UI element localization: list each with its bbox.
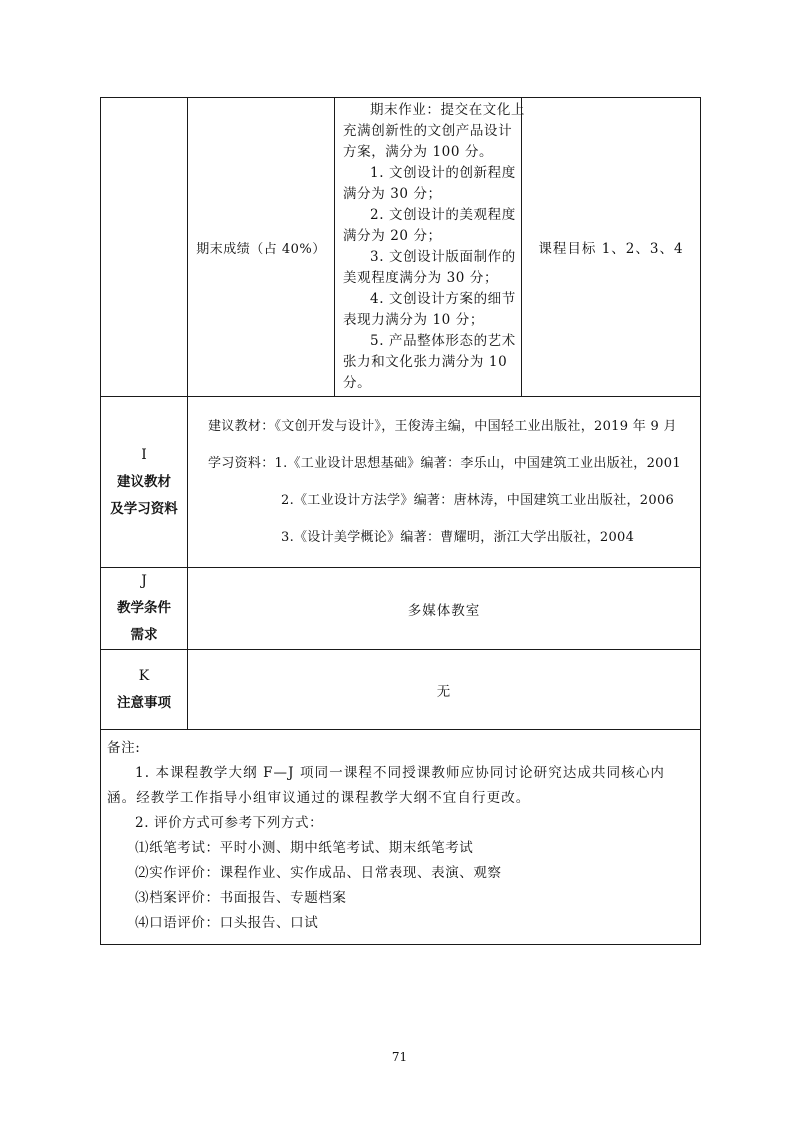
- reference-line: 3.《设计美学概论》编著：曹耀明，浙江大学出版社，2004: [281, 530, 635, 545]
- materials-row: [101, 397, 701, 568]
- desc-line: 满分为 20 分；: [343, 228, 442, 244]
- final-assignment-description: [335, 98, 526, 397]
- section-letter: I: [141, 446, 147, 463]
- section-letter: K: [138, 667, 150, 684]
- materials-label: [101, 397, 188, 568]
- materials-content: [188, 397, 701, 568]
- remark-subitem: ⑷口语评价：口头报告、口试: [135, 915, 319, 931]
- section-letter: J: [141, 573, 147, 589]
- remark-subitem: ⑴纸笔考试：平时小测、期中纸笔考试、期末纸笔考试: [135, 840, 474, 856]
- reference-line: 建议教材：《文创开发与设计》，王俊涛主编，中国轻工业出版社，2019 年 9 月: [208, 419, 677, 434]
- remarks-heading: 备注:: [107, 740, 141, 756]
- notices-label: [101, 650, 188, 730]
- final-grade-label-cell: [101, 98, 188, 397]
- final-grade-row: [101, 98, 701, 397]
- conditions-label: [101, 568, 188, 650]
- notices-value: 无: [188, 650, 701, 730]
- conditions-row: [101, 568, 701, 650]
- desc-line: 满分为 30 分；: [343, 186, 442, 202]
- desc-line: 期末作业：提交在文化上: [370, 102, 526, 118]
- desc-line: 充满创新性的文创产品设计: [343, 123, 513, 139]
- desc-line: 美观程度满分为 30 分；: [343, 270, 499, 286]
- remark-item: 1. 本课程教学大纲 F—J 项同一课程不同授课教师应协同讨论研究达成共同核心内涵。经教学工作指导小组审议通过的课程教学大纲不宜自行更改。: [107, 765, 666, 806]
- section-title: 需求: [130, 627, 158, 643]
- remarks-row: [101, 730, 701, 945]
- remark-item: 2. 评价方式可参考下列方式：: [135, 815, 324, 831]
- desc-line: 方案，满分为 100 分。: [343, 144, 494, 160]
- course-goal-ref: 课程目标 1、2、3、4: [522, 98, 701, 397]
- section-title: 注意事项: [117, 694, 171, 711]
- remarks-content: [101, 730, 701, 945]
- desc-line: 表现力满分为 10 分；: [343, 312, 484, 328]
- desc-line: 分。: [343, 375, 372, 391]
- section-title: 教学条件: [117, 600, 171, 616]
- desc-line: 4. 文创设计方案的细节: [370, 291, 516, 307]
- final-grade-weight: 期末成绩（占 40%）: [188, 98, 335, 397]
- notices-row: [101, 650, 701, 730]
- section-title: 及学习资料: [110, 500, 178, 517]
- desc-line: 1. 文创设计的创新程度: [370, 165, 516, 181]
- conditions-value: 多媒体教室: [188, 568, 701, 650]
- desc-line: 2. 文创设计的美观程度: [370, 207, 516, 223]
- desc-line: 张力和文化张力满分为 10: [343, 354, 508, 370]
- reference-line: 学习资料：1.《工业设计思想基础》编著：李乐山，中国建筑工业出版社，2001: [208, 456, 681, 471]
- remark-subitem: ⑵实作评价：课程作业、实作成品、日常表现、表演、观察: [135, 865, 502, 881]
- desc-line: 3. 文创设计版面制作的: [370, 249, 516, 265]
- syllabus-table: [100, 97, 701, 945]
- section-title: 建议教材: [117, 473, 171, 490]
- reference-line: 2.《工业设计方法学》编著：唐林涛，中国建筑工业出版社，2006: [281, 493, 675, 508]
- desc-line: 5. 产品整体形态的艺术: [370, 333, 516, 349]
- page-number: 71: [391, 1050, 408, 1064]
- remark-subitem: ⑶档案评价：书面报告、专题档案: [135, 890, 347, 906]
